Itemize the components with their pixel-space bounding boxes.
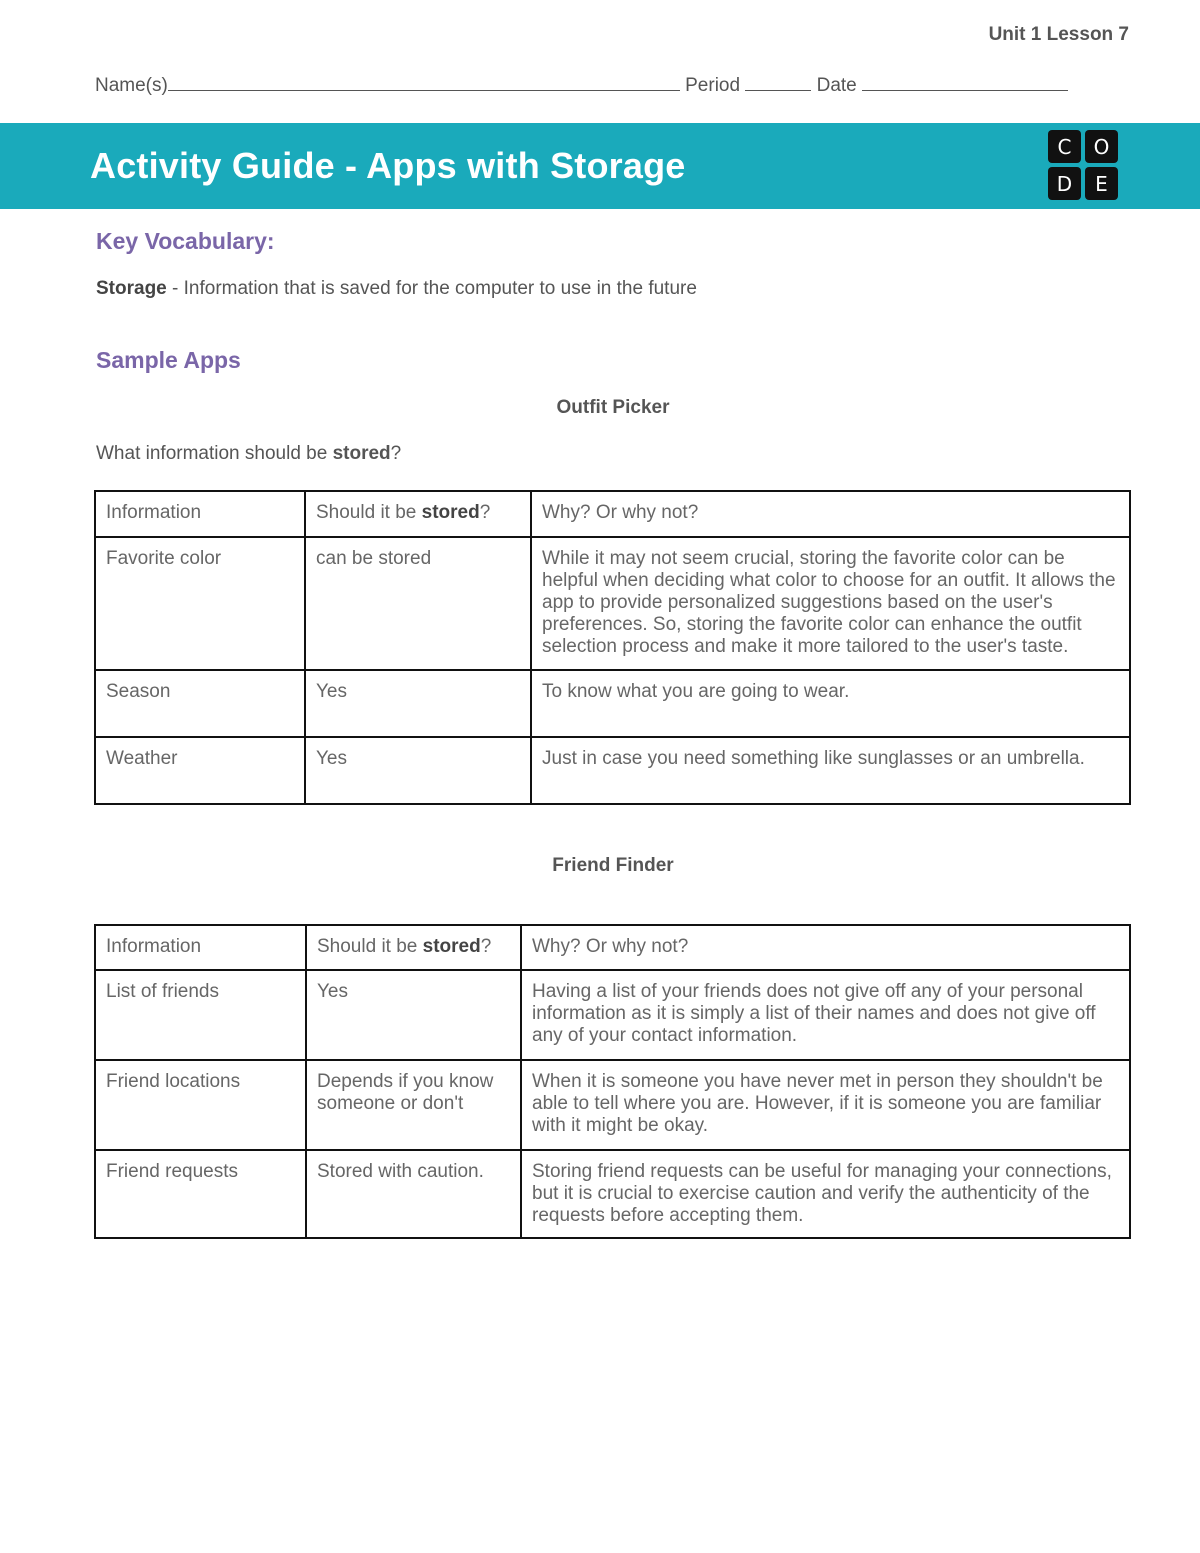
- question-text: What information should be: [96, 443, 333, 464]
- header-question-mark: ?: [479, 502, 491, 523]
- question-mark: ?: [390, 443, 402, 464]
- cell-why[interactable]: Just in case you need something like sunglasses or an umbrella.: [531, 737, 1130, 804]
- student-info-line: [95, 70, 1068, 97]
- title-banner: [0, 123, 1200, 209]
- page-title: Activity Guide - Apps with Storage: [90, 145, 686, 186]
- cell-why[interactable]: Storing friend requests can be useful for managing your connections, but it is crucial to exercise caution and verify the authenticity of the requests before accepting them.: [521, 1150, 1130, 1238]
- period-label: Period: [685, 75, 741, 96]
- cell-why[interactable]: While it may not seem crucial, storing the favorite color can be helpful when deciding what color to choose for an outfit. It allows the app to provide personalized suggestions based on the user's preferences. So, storing the favorite color can enhance the outfit selection process and make it more tailored to the user's taste.: [531, 537, 1130, 670]
- header-should-text: Should it be: [317, 936, 423, 957]
- table-row: [95, 970, 1130, 1060]
- code-logo: [1048, 130, 1118, 202]
- cell-why[interactable]: To know what you are going to wear.: [531, 670, 1130, 737]
- logo-letter-c: C: [1048, 130, 1081, 163]
- cell-stored[interactable]: Stored with caution.: [306, 1150, 521, 1238]
- header-should-stored: [305, 491, 531, 537]
- table-header-row: [95, 925, 1130, 970]
- header-information: Information: [95, 925, 306, 970]
- friend-finder-title: Friend Finder: [552, 855, 674, 876]
- table-row: [95, 537, 1130, 670]
- table-row: [95, 1060, 1130, 1150]
- name-label: Name(s): [95, 75, 168, 96]
- cell-why[interactable]: When it is someone you have never met in person they shouldn't be able to tell where you are. However, if it is someone you are familiar with it might be okay.: [521, 1060, 1130, 1150]
- vocabulary-heading: Key Vocabulary:: [96, 228, 275, 254]
- period-blank[interactable]: [745, 70, 811, 91]
- friend-finder-table: [94, 924, 1131, 1239]
- table-row: [95, 737, 1130, 804]
- table-row: [95, 670, 1130, 737]
- logo-letter-e: E: [1085, 167, 1118, 200]
- logo-letter-o: O: [1085, 130, 1118, 163]
- unit-lesson-label: Unit 1 Lesson 7: [988, 24, 1129, 45]
- vocabulary-term: Storage: [96, 278, 167, 299]
- cell-information[interactable]: Friend requests: [95, 1150, 306, 1238]
- cell-information[interactable]: Weather: [95, 737, 305, 804]
- header-stored-bold: stored: [421, 502, 480, 523]
- cell-information[interactable]: Friend locations: [95, 1060, 306, 1150]
- cell-information[interactable]: Favorite color: [95, 537, 305, 670]
- question-bold-word: stored: [332, 443, 391, 464]
- header-question-mark: ?: [480, 936, 492, 957]
- cell-stored[interactable]: Yes: [305, 737, 531, 804]
- outfit-picker-title: Outfit Picker: [556, 397, 670, 418]
- cell-stored[interactable]: can be stored: [305, 537, 531, 670]
- vocabulary-definition: - Information that is saved for the computer to use in the future: [166, 278, 697, 299]
- header-information: Information: [95, 491, 305, 537]
- vocabulary-entry: [96, 278, 697, 300]
- cell-stored[interactable]: Yes: [305, 670, 531, 737]
- cell-information[interactable]: Season: [95, 670, 305, 737]
- header-should-text: Should it be: [316, 502, 422, 523]
- name-blank[interactable]: [168, 70, 680, 91]
- outfit-picker-table: [94, 490, 1131, 805]
- storage-question: [96, 443, 401, 465]
- cell-stored[interactable]: Yes: [306, 970, 521, 1060]
- header-why: Why? Or why not?: [531, 491, 1130, 537]
- table-row: [95, 1150, 1130, 1238]
- header-stored-bold: stored: [422, 936, 481, 957]
- table-header-row: [95, 491, 1130, 537]
- logo-letter-d: D: [1048, 167, 1081, 200]
- date-label: Date: [816, 75, 857, 96]
- header-should-stored: [306, 925, 521, 970]
- cell-why[interactable]: Having a list of your friends does not give off any of your personal information as it is simply a list of their names and does not give off any of your contact information.: [521, 970, 1130, 1060]
- sample-apps-heading: Sample Apps: [96, 347, 241, 373]
- cell-information[interactable]: List of friends: [95, 970, 306, 1060]
- date-blank[interactable]: [862, 70, 1068, 91]
- header-why: Why? Or why not?: [521, 925, 1130, 970]
- cell-stored[interactable]: Depends if you know someone or don't: [306, 1060, 521, 1150]
